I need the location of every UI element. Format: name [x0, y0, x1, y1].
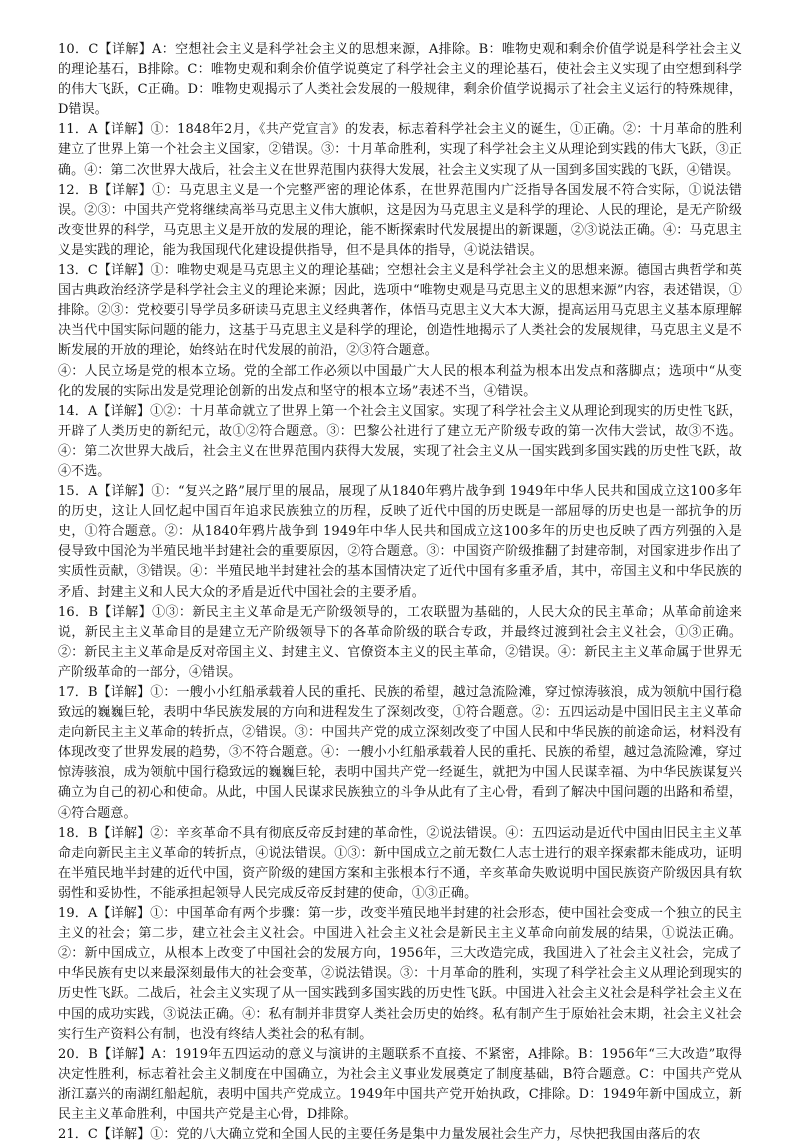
answer-explanation-page [58, 40, 742, 1143]
answer-11: 11．A【详解】①：1848年2月，《共产党宣言》的发表，标志着科学社会主义的诞生，①正确。②：十月革命的胜利建立了世界上第一个社会主义国家，②错误。③：十月革命胜利，实现了科学社会主义从理论到实践的伟大飞跃，③正确。④：第二次世界大战后，社会主义在世界范围内获得大发展，社会主义实现了从一国到多国实践的飞跃，④错误。 [58, 122, 742, 178]
answer-13: 13．C【详解】①：唯物史观是马克思主义的理论基础；空想社会主义是科学社会主义的思想来源。德国古典哲学和英国古典政治经济学是科学社会主义的理论来源；因此，选项中“唯物史观是马克思主义的思想来源”内容，表述错误，①排除。②③：党校要引导学员多研读马克思主义经典著作，体悟马克思主义大本大源，提高运用马克思主义基本原理解决当代中国实际问题的能力，这基于马克思主义是科学的理论，创造性地揭示了人类社会的发展规律，马克思主义是不断发展的开放的理论，始终站在时代发展的前沿，②③符合题意。 [58, 263, 742, 359]
answer-19: 19．A【详解】①：中国革命有两个步骤：第一步，改变半殖民地半封建的社会形态，使中国社会变成一个独立的民主主义的社会；第二步，建立社会主义社会。中国进入社会主义社会是新民主主义革命向前发展的结果，①说法正确。②：新中国成立，从根本上改变了中国社会的发展方向，1956年，三大改造完成，我国进入了社会主义社会，完成了中华民族有史以来最深刻最伟大的社会变革，②说法错误。③：十月革命的胜利，实现了科学社会主义从理论到现实的历史性飞跃。二战后，社会主义实现了从一国实践到多国实践的历史性飞跃。中国进入社会主义社会是科学社会主义在中国的成功实践，③说法正确。④：私有制并非贯穿人类社会历史的始终。私有制产生于原始社会末期，社会主义社会实行生产资料公有制，也没有终结人类社会的私有制。 [58, 906, 742, 1042]
answer-10: 10．C【详解】A：空想社会主义是科学社会主义的思想来源，A排除。B：唯物史观和剩余价值学说是科学社会主义的理论基石，B排除。C：唯物史观和剩余价值学说奠定了科学社会主义的理论基石，使社会主义实现了由空想到科学的伟大飞跃，C正确。D：唯物史观揭示了人类社会发展的一般规律，剩余价值学说揭示了社会主义运行的特殊规律，D错误。 [58, 42, 742, 118]
answer-17: 17．B【详解】①：一艘小小红船承载着人民的重托、民族的希望，越过急流险滩，穿过惊涛骇浪，成为领航中国行稳致远的巍巍巨轮，表明中华民族发展的方向和进程发生了深刻改变，①符合题意。②：五四运动是中国旧民主主义革命走向新民主主义革命的转折点，②错误。③：中国共产党的成立深刻改变了中国人民和中华民族的前途命运，材料没有体现改变了世界发展的趋势，③不符合题意。④：一艘小小红船承载着人民的重托、民族的希望，越过急流险滩，穿过惊涛骇浪，成为领航中国行稳致远的巍巍巨轮，表明中国共产党一经诞生，就把为中国人民谋幸福、为中华民族谋复兴确立为自己的初心和使命。从此，中国人民谋求民族独立的斗争从此有了主心骨，看到了解决中国问题的出路和希望，④符合题意。 [58, 685, 742, 821]
answer-20: 20．B【详解】A：1919年五四运动的意义与演讲的主题联系不直接、不紧密，A排除。B：1956年“三大改造”取得决定性胜利，标志着社会主义制度在中国确立，为社会主义事业发展奠定了制度基础，B符合题意。C：中国共产党从浙江嘉兴的南湖红船起航，表明中国共产党成立。1949年中国共产党开始执政，C排除。D：1949年新中国成立，新民主主义革命胜利，中国共产党是主心骨，D排除。 [58, 1046, 742, 1122]
answer-16: 16．B【详解】①③：新民主主义革命是无产阶级领导的，工农联盟为基础的，人民大众的民主革命；从革命前途来说，新民主主义革命目的是建立无产阶级领导下的各革命阶级的联合专政，并最终过渡到社会主义社会，①③正确。②：新民主主义革命是反对帝国主义、封建主义、官僚资本主义的民主革命，②错误。④：新民主主义革命属于世界无产阶级革命的一部分，④错误。 [58, 604, 742, 680]
answer-13-continued: ④：人民立场是党的根本立场。党的全部工作必须以中国最广大人民的根本利益为根本出发点和落脚点；选项中“从变化的发展的实际出发是党理论创新的出发点和坚守的根本立场”表述不当，④错误。 [58, 363, 742, 399]
answer-21: 21．C【详解】①：党的八大确立党和全国人民的主要任务是集中力量发展社会生产力，尽快把我国由落后的农 [58, 1127, 701, 1143]
answer-15: 15．A【详解】①：“复兴之路”展厅里的展品，展现了从1840年鸦片战争到 1949年中华人民共和国成立这100多年的历史，这让人回忆起中国百年追求民族独立的历程，反映了近代中国的历史既是一部屈辱的历史也是一部抗争的历史，①符合题意。②：从1840年鸦片战争到 1949年中华人民共和国成立这100多年的历史也反映了西方列强的入是侵导致中国沦为半殖民地半封建社会的重要原因，②符合题意。③：中国资产阶级推翻了封建帝制，对国家进步作出了实质性贡献，③错误。④：半殖民地半封建社会的基本国情决定了近代中国有多重矛盾，其中，帝国主义和中华民族的矛盾、封建主义和人民大众的矛盾是近代中国社会的主要矛盾。 [58, 484, 742, 600]
answer-12: 12．B【详解】①：马克思主义是一个完整严密的理论体系，在世界范围内广泛指导各国发展不符合实际，①说法错误。②③：中国共产党将继续高举马克思主义伟大旗帜，这是因为马克思主义是科学的理论、人民的理论，是无产阶级改变世界的科学，马克思主义是开放的发展的理论，能不断探索时代发展提出的新课题，②③说法正确。④：马克思主义是实践的理论，能为我国现代化建设提供指导，但不是具体的指导，④说法错误。 [58, 182, 742, 258]
answer-14: 14．A【详解】①②：十月革命就立了世界上第一个社会主义国家。实现了科学社会主义从理论到现实的历史性飞跃，开辟了人类历史的新纪元，故①②符合题意。③：巴黎公社进行了建立无产阶级专政的第一次伟大尝试，故③不选。④：第二次世界大战后，社会主义在世界范围内获得大发展，实现了社会主义从一国实践到多国实践的历史性飞跃，故④不选。 [58, 403, 742, 479]
answer-18: 18．B【详解】②：辛亥革命不具有彻底反帝反封建的革命性，②说法错误。④：五四运动是近代中国由旧民主主义革命走向新民主主义革命的转折点，④说法错误。①③：新中国成立之前无数仁人志士进行的艰辛探索都未能成功，证明在半殖民地半封建的近代中国，资产阶级的建国方案和主张根本行不通，辛亥革命失败说明中国民族资产阶级因具有软弱性和妥协性，不能承担起领导人民完成反帝反封建的使命，①③正确。 [58, 825, 742, 901]
